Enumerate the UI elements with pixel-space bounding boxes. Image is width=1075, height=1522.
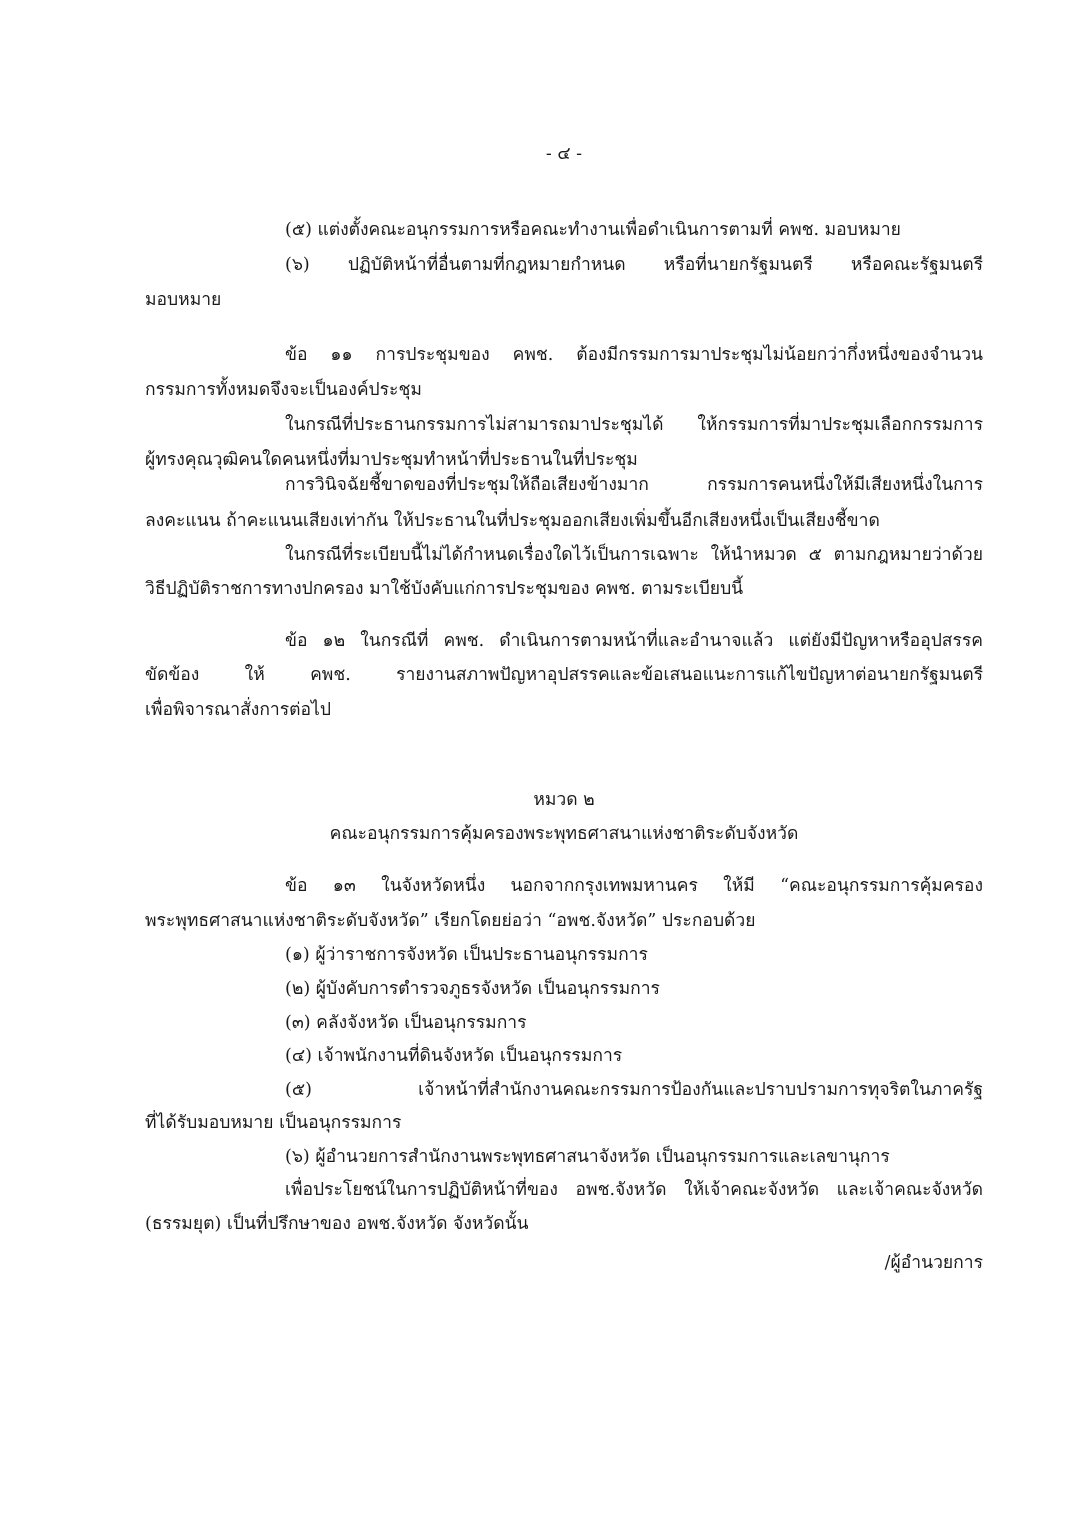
clause11-p4-line1: ในกรณีที่ระเบียบนี้ไม่ได้กำหนดเรื่องใดไว้เป็นการเฉพาะ ให้นำหมวด ๕ ตามกฎหมายว่าด้วย: [285, 545, 983, 565]
clause11-p4-line2: วิธีปฏิบัติราชการทางปกครอง มาใช้บังคับแก่การประชุมของ คพช. ตามระเบียบนี้: [145, 579, 744, 599]
section1-item5: (๕) แต่งตั้งคณะอนุกรรมการหรือคณะทำงานเพื่อดำเนินการตามที่ คพช. มอบหมาย: [285, 220, 901, 240]
clause13-line1: ข้อ ๑๓ ในจังหวัดหนึ่ง นอกจากกรุงเทพมหานคร ให้มี “คณะอนุกรรมการคุ้มครอง: [285, 876, 983, 896]
clause11-p1-line1: ข้อ ๑๑ การประชุมของ คพช. ต้องมีกรรมการมาประชุมไม่น้อยกว่ากึ่งหนึ่งของจำนวน: [285, 345, 983, 365]
clause12-line2: ขัดข้อง ให้ คพช. รายงานสภาพปัญหาอุปสรรคและข้อเสนอแนะการแก้ไขปัญหาต่อนายกรัฐมนตรี: [145, 665, 983, 685]
clause13-advisor-line2: (ธรรมยุต) เป็นที่ปรึกษาของ อพช.จังหวัด จังหวัดนั้น: [145, 1214, 529, 1234]
clause12-line3: เพื่อพิจารณาสั่งการต่อไป: [145, 700, 331, 720]
clause13-item5-line1: (๕) เจ้าหน้าที่สำนักงานคณะกรรมการป้องกันและปราบปรามการทุจริตในภาครัฐ: [285, 1080, 983, 1100]
clause13-advisor-line1: เพื่อประโยชน์ในการปฏิบัติหน้าที่ของ อพช.จังหวัด ให้เจ้าคณะจังหวัด และเจ้าคณะจังหวัด: [285, 1180, 983, 1200]
clause11-p1-line2: กรรมการทั้งหมดจึงจะเป็นองค์ประชุม: [145, 380, 422, 400]
continuation-marker: /ผู้อำนวยการ: [884, 1253, 983, 1273]
section1-item6-line2: มอบหมาย: [145, 290, 222, 310]
clause13-item3: (๓) คลังจังหวัด เป็นอนุกรรมการ: [285, 1013, 527, 1033]
clause13-item1: (๑) ผู้ว่าราชการจังหวัด เป็นประธานอนุกรรมการ: [285, 945, 648, 965]
clause13-item4: (๔) เจ้าพนักงานที่ดินจังหวัด เป็นอนุกรรมการ: [285, 1046, 623, 1066]
page-number: - ๔ -: [545, 144, 583, 164]
clause13-item5-line2: ที่ได้รับมอบหมาย เป็นอนุกรรมการ: [145, 1113, 402, 1133]
chapter2-title: คณะอนุกรรมการคุ้มครองพระพุทธศาสนาแห่งชาติระดับจังหวัด: [329, 824, 799, 844]
clause11-p2-line2: ผู้ทรงคุณวุฒิคนใดคนหนึ่งที่มาประชุมทำหน้าที่ประธานในที่ประชุม: [145, 450, 638, 470]
chapter2-heading: หมวด ๒: [533, 790, 595, 810]
section1-item6-line1: (๖) ปฏิบัติหน้าที่อื่นตามที่กฎหมายกำหนด หรือที่นายกรัฐมนตรี หรือคณะรัฐมนตรี: [285, 255, 983, 275]
clause11-p3-line2: ลงคะแนน ถ้าคะแนนเสียงเท่ากัน ให้ประธานในที่ประชุมออกเสียงเพิ่มขึ้นอีกเสียงหนึ่งเป็นเสียงชี้ขาด: [145, 511, 880, 531]
clause13-line2: พระพุทธศาสนาแห่งชาติระดับจังหวัด” เรียกโดยย่อว่า “อพช.จังหวัด” ประกอบด้วย: [145, 911, 756, 931]
clause13-item2: (๒) ผู้บังคับการตำรวจภูธรจังหวัด เป็นอนุกรรมการ: [285, 979, 660, 999]
clause12-line1: ข้อ ๑๒ ในกรณีที่ คพช. ดำเนินการตามหน้าที่และอำนาจแล้ว แต่ยังมีปัญหาหรืออุปสรรค: [285, 631, 983, 651]
clause11-p3-line1: การวินิจฉัยชี้ขาดของที่ประชุมให้ถือเสียงข้างมาก กรรมการคนหนึ่งให้มีเสียงหนึ่งในการ: [285, 475, 983, 495]
clause11-p2-line1: ในกรณีที่ประธานกรรมการไม่สามารถมาประชุมได้ ให้กรรมการที่มาประชุมเลือกกรรมการ: [285, 415, 983, 435]
clause13-item6: (๖) ผู้อำนวยการสำนักงานพระพุทธศาสนาจังหวัด เป็นอนุกรรมการและเลขานุการ: [285, 1147, 890, 1167]
